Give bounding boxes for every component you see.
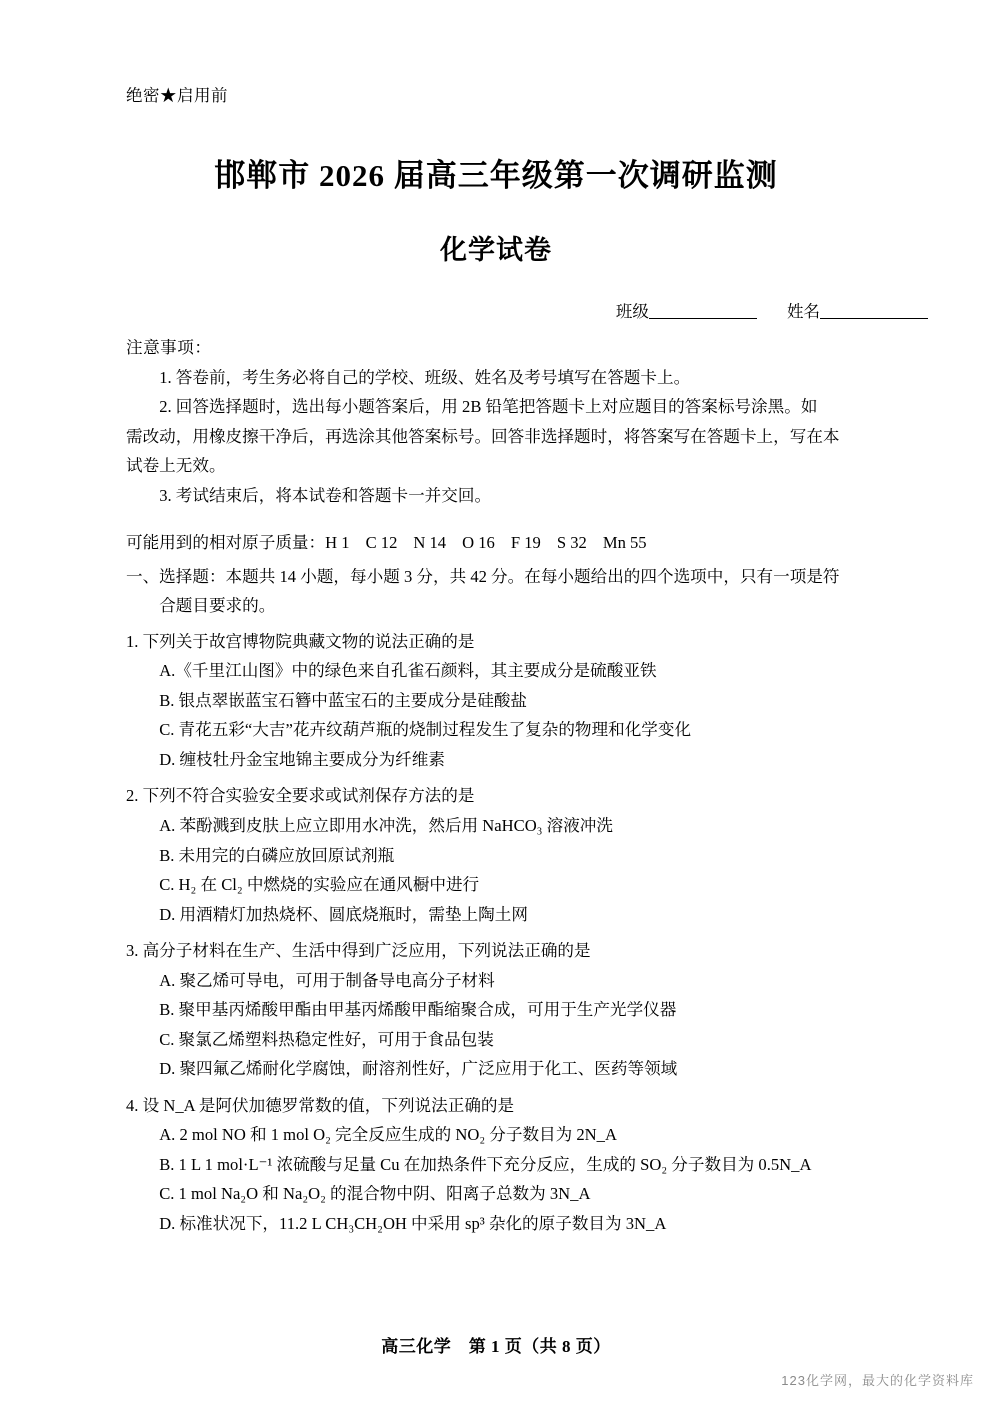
atomic-masses-line xyxy=(126,528,926,558)
atomic-mass-mn: Mn 55 xyxy=(602,533,647,553)
question-3-option-a[interactable]: A. 聚乙烯可导电，可用于制备导电高分子材料 xyxy=(159,970,495,990)
secret-label: 绝密★启用前 xyxy=(126,86,228,105)
name-blank[interactable] xyxy=(820,301,928,319)
question-1-option-d[interactable]: D. 缠枝牡丹金宝地锦主要成分为纤维素 xyxy=(159,749,445,769)
class-field xyxy=(616,298,757,322)
question-1-option-a[interactable]: A.《千里江山图》中的绿色来自孔雀石颜料，其主要成分是硫酸亚铁 xyxy=(159,661,657,681)
name-label: 姓名 xyxy=(787,302,820,321)
question-3-option-d[interactable]: D. 聚四氟乙烯耐化学腐蚀，耐溶剂性好，广泛应用于化工、医药等领域 xyxy=(159,1059,678,1079)
watermark: 123化学网，最大的化学资料库 xyxy=(781,1373,974,1388)
question-2 xyxy=(126,781,926,929)
notice-item-3: 3. 考试结束后，将本试卷和答题卡一并交回。 xyxy=(159,485,492,505)
atomic-masses-label: 可能用到的相对原子质量： xyxy=(126,533,326,553)
question-1 xyxy=(126,627,926,775)
question-2-stem: 2. 下列不符合实验安全要求或试剂保存方法的是 xyxy=(126,786,475,806)
notice-title: 注意事项： xyxy=(126,338,212,357)
question-2-option-b[interactable]: B. 未用完的白磷应放回原试剂瓶 xyxy=(159,845,395,865)
question-4-option-d[interactable]: D. 标准状况下，11.2 L CH₃CH₂OH 中采用 sp³ 杂化的原子数目为 3N_A xyxy=(159,1213,667,1233)
atomic-mass-h: H 1 xyxy=(325,533,350,553)
question-1-option-b[interactable]: B. 银点翠嵌蓝宝石簪中蓝宝石的主要成分是硅酸盐 xyxy=(159,690,528,710)
question-1-stem: 1. 下列关于故宫博物院典藏文物的说法正确的是 xyxy=(126,631,475,651)
question-4-option-c[interactable]: C. 1 mol Na₂O 和 Na₂O₂ 的混合物中阴、阳离子总数为 3N_A xyxy=(159,1184,591,1204)
section-heading-line1: 一、选择题：本题共 14 小题，每小题 3 分，共 42 分。在每小题给出的四个选项中，只有一项是符 xyxy=(126,566,840,586)
page-subtitle: 化学试卷 xyxy=(440,235,552,265)
question-3-option-c[interactable]: C. 聚氯乙烯塑料热稳定性好，可用于食品包装 xyxy=(159,1029,494,1049)
atomic-mass-c: C 12 xyxy=(365,533,398,553)
section-heading-line2: 合题目要求的。 xyxy=(159,595,276,615)
notice-item-1: 1. 答卷前，考生务必将自己的学校、班级、姓名及考号填写在答题卡上。 xyxy=(159,367,691,387)
question-3 xyxy=(126,936,926,1084)
question-3-option-b[interactable]: B. 聚甲基丙烯酸甲酯由甲基丙烯酸甲酯缩聚合成，可用于生产光学仪器 xyxy=(159,1000,677,1020)
atomic-mass-f: F 19 xyxy=(510,533,541,553)
name-field xyxy=(787,298,928,322)
class-blank[interactable] xyxy=(649,301,757,319)
atomic-mass-o: O 16 xyxy=(462,533,495,553)
atomic-mass-s: S 32 xyxy=(556,533,587,553)
atomic-mass-n: N 14 xyxy=(413,533,447,553)
question-2-option-c[interactable]: C. H₂ 在 Cl₂ 中燃烧的实验应在通风橱中进行 xyxy=(159,875,480,895)
question-4-option-b[interactable]: B. 1 L 1 mol·L⁻¹ 浓硫酸与足量 Cu 在加热条件下充分反应，生成的 SO₂ 分子数目为 0.5N_A xyxy=(159,1154,812,1174)
student-fields xyxy=(590,298,928,322)
question-3-stem: 3. 高分子材料在生产、生活中得到广泛应用，下列说法正确的是 xyxy=(126,941,591,961)
notice-item-2-cont2: 试卷上无效。 xyxy=(126,456,226,476)
question-4-option-a[interactable]: A. 2 mol NO 和 1 mol O₂ 完全反应生成的 NO₂ 分子数目为 2N_A xyxy=(159,1125,617,1145)
section-heading xyxy=(126,562,926,620)
question-4-stem: 4. 设 N_A 是阿伏加德罗常数的值，下列说法正确的是 xyxy=(126,1095,515,1115)
notice-item-2: 2. 回答选择题时，选出每小题答案后，用 2B 铅笔把答题卡上对应题目的答案标号涂黑。如 xyxy=(159,397,818,417)
exam-body xyxy=(126,333,926,1238)
notice-item-2-cont: 需改动，用橡皮擦干净后，再选涂其他答案标号。回答非选择题时，将答案写在答题卡上，写在本 xyxy=(126,426,840,446)
question-2-option-a[interactable]: A. 苯酚溅到皮肤上应立即用水冲洗，然后用 NaHCO₃ 溶液冲洗 xyxy=(159,815,613,835)
question-1-option-c[interactable]: C. 青花五彩“大吉”花卉纹葫芦瓶的烧制过程发生了复杂的物理和化学变化 xyxy=(159,720,692,740)
question-2-option-d[interactable]: D. 用酒精灯加热烧杯、圆底烧瓶时，需垫上陶土网 xyxy=(159,904,528,924)
page-footer: 高三化学 第 1 页（共 8 页） xyxy=(381,1337,611,1356)
question-4 xyxy=(126,1091,926,1239)
page-title: 邯郸市 2026 届高三年级第一次调研监测 xyxy=(214,158,778,193)
class-label: 班级 xyxy=(615,302,649,321)
